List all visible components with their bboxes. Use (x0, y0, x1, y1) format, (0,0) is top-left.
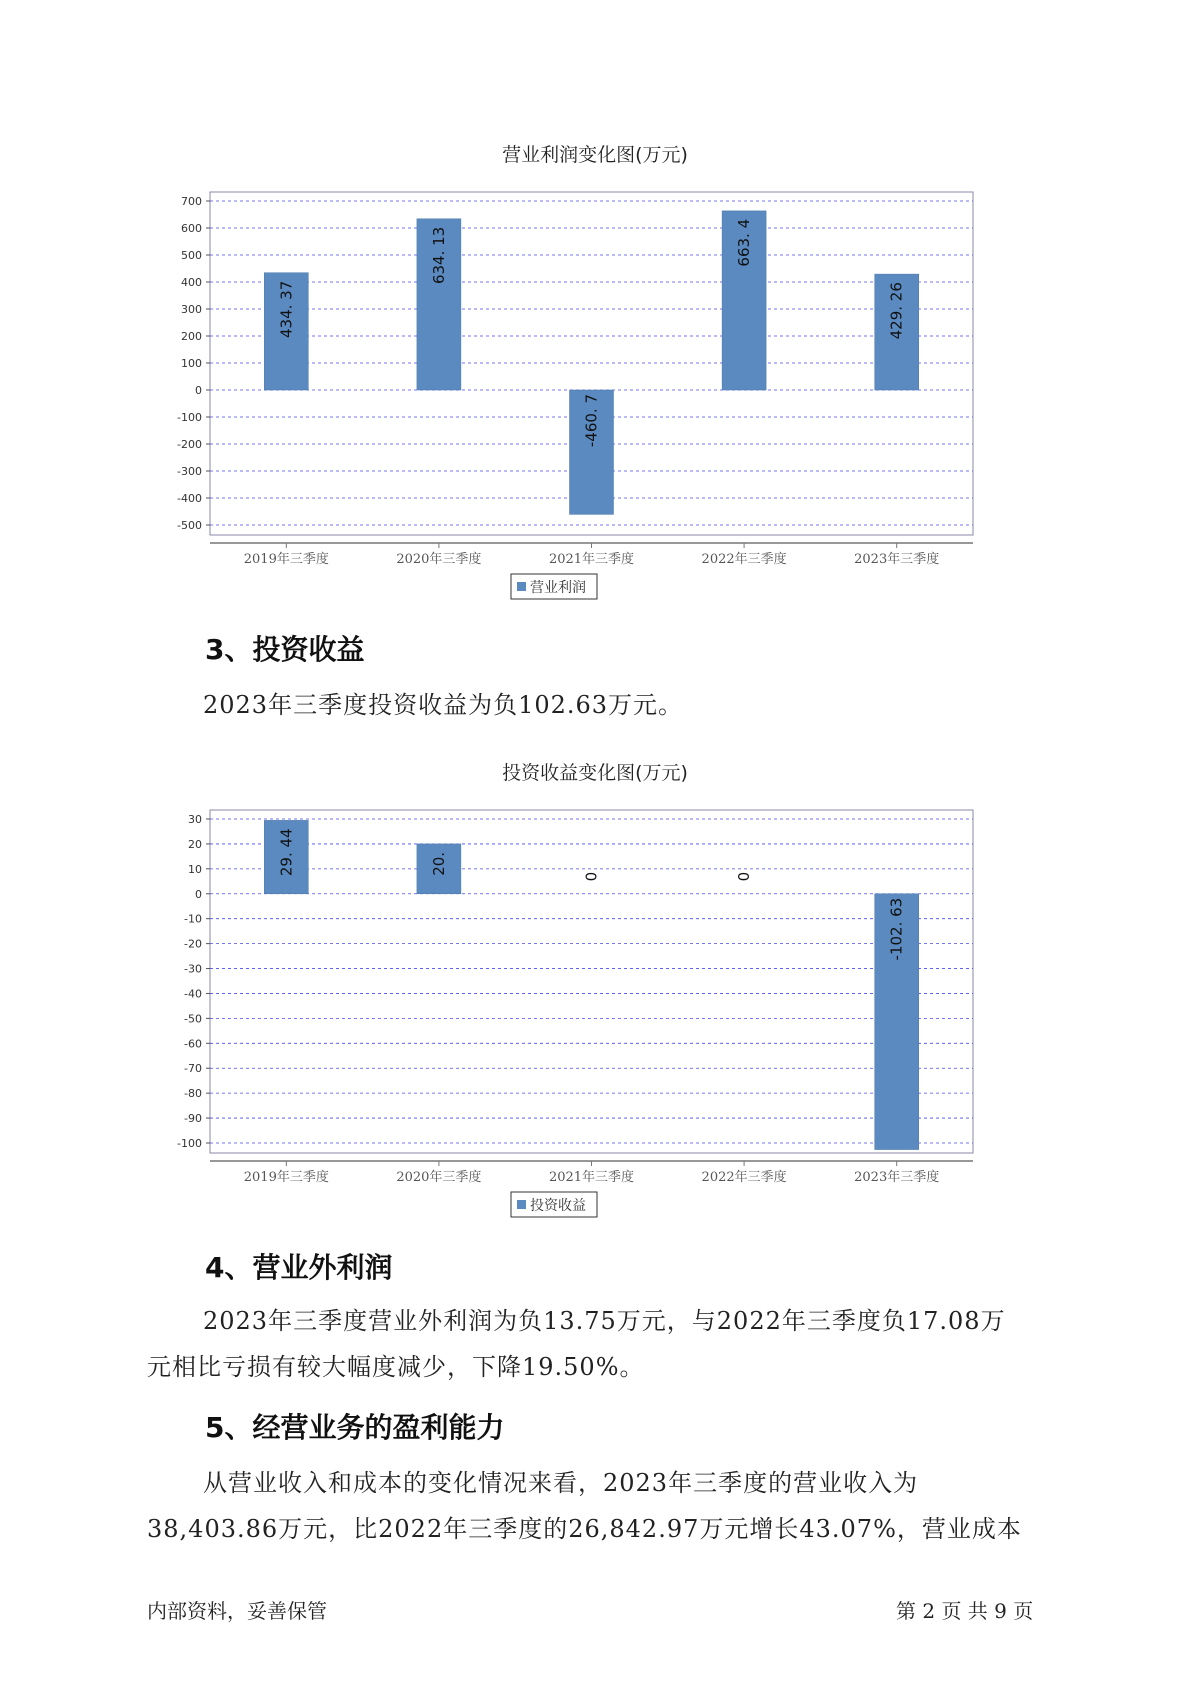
data-label: 429. 26 (887, 282, 906, 340)
y-tick-label: 200 (181, 330, 202, 343)
y-tick-label: 100 (181, 357, 202, 370)
x-tick-label: 2021年三季度 (548, 1170, 635, 1185)
x-tick-label: 2020年三季度 (396, 552, 482, 567)
legend-label: 营业利润 (530, 580, 586, 596)
investment-text: 2023年三季度投资收益为负102.63万元。 (203, 691, 684, 719)
y-tick-label: -500 (177, 519, 202, 532)
y-tick-label: -100 (177, 1137, 202, 1150)
operating-profit-chart-svg (160, 180, 1030, 596)
data-label: 434. 37 (277, 280, 296, 338)
data-label: 0 (582, 871, 601, 882)
y-tick-label: 400 (181, 276, 202, 289)
y-tick-label: -70 (184, 1062, 202, 1076)
profitability-line-2: 38,403.86万元，比2022年三季度的26,842.97万元增长43.07%，营业成本 (147, 1515, 1022, 1543)
y-tick-label: 300 (181, 303, 202, 316)
y-tick-label: -300 (177, 465, 202, 478)
x-tick-label: 2022年三季度 (701, 1170, 787, 1185)
footer-page-number: 第 2 页 共 9 页 (896, 1599, 1034, 1623)
profitability-paragraph (147, 1460, 1047, 1552)
y-tick-label: -50 (184, 1012, 202, 1026)
legend-swatch (517, 1200, 526, 1209)
x-tick-label: 2022年三季度 (701, 552, 787, 567)
investment-income-chart (160, 758, 1030, 1214)
y-tick-label: -200 (177, 438, 202, 451)
data-label: -460. 7 (582, 394, 601, 448)
plot-area (210, 810, 973, 1153)
y-tick-label: -60 (184, 1037, 202, 1051)
operating-profit-chart (160, 140, 1030, 596)
y-tick-label: -400 (177, 492, 202, 505)
y-tick-label: -40 (184, 987, 202, 1001)
y-tick-label: -90 (184, 1112, 202, 1126)
y-tick-label: -10 (184, 912, 202, 926)
data-label: 29. 44 (277, 828, 296, 877)
non-operating-line-1: 2023年三季度营业外利润为负13.75万元，与2022年三季度负17.08万 (203, 1307, 1006, 1335)
chart-title: 营业利润变化图(万元) (502, 144, 688, 166)
y-tick-label: -30 (184, 962, 202, 976)
x-tick-label: 2023年三季度 (854, 1170, 940, 1185)
y-tick-label: 500 (181, 249, 202, 262)
data-label: 634. 13 (429, 226, 448, 285)
y-tick-label: 600 (181, 222, 202, 235)
legend-label: 投资收益 (530, 1198, 586, 1214)
legend-swatch (517, 582, 526, 591)
x-tick-label: 2020年三季度 (396, 1170, 482, 1185)
investment-income-chart-svg (160, 798, 1030, 1214)
footer-left: 内部资料，妥善保管 (147, 1599, 327, 1623)
data-label: -102. 63 (887, 897, 906, 961)
y-tick-label: 20 (188, 837, 202, 851)
section-heading-investment: 3、投资收益 (205, 633, 365, 666)
investment-paragraph (147, 682, 1047, 728)
y-tick-label: -100 (177, 411, 202, 424)
x-tick-label: 2019年三季度 (243, 552, 329, 567)
y-tick-label: -80 (184, 1087, 202, 1101)
data-label: 663. 4 (735, 218, 754, 267)
y-tick-label: 0 (195, 887, 202, 901)
profitability-line-1: 从营业收入和成本的变化情况来看，2023年三季度的营业收入为 (203, 1469, 919, 1497)
y-tick-label: 30 (188, 813, 202, 826)
x-tick-label: 2023年三季度 (854, 552, 940, 567)
section-heading-profitability: 5、经营业务的盈利能力 (205, 1411, 505, 1444)
section-heading-non-operating: 4、营业外利润 (205, 1251, 393, 1284)
y-tick-label: 10 (188, 862, 202, 876)
y-tick-label: 0 (195, 384, 202, 397)
x-tick-label: 2019年三季度 (243, 1170, 329, 1185)
non-operating-paragraph (147, 1298, 1047, 1390)
x-tick-label: 2021年三季度 (548, 552, 635, 567)
y-tick-label: 700 (181, 195, 202, 208)
y-tick-label: -20 (184, 937, 202, 951)
data-label: 0 (735, 871, 754, 882)
data-label: 20. (429, 851, 448, 876)
non-operating-line-2: 元相比亏损有较大幅度减少，下降19.50%。 (147, 1353, 645, 1381)
chart-title: 投资收益变化图(万元) (502, 762, 688, 784)
